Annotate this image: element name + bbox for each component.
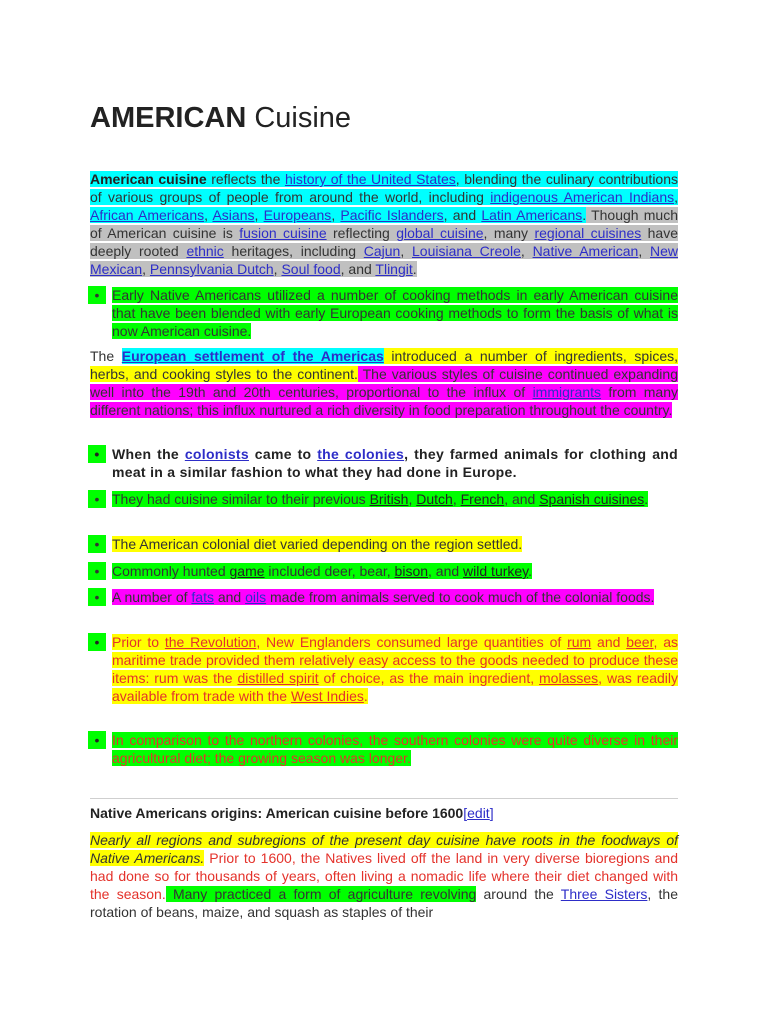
- link-native-american[interactable]: Native American: [532, 243, 639, 259]
- text-run: included deer, bear,: [264, 563, 395, 579]
- section-divider: [90, 798, 678, 799]
- list-item: [94, 731, 678, 767]
- text-run: ,: [520, 243, 533, 259]
- link-european-settlement[interactable]: European settlement of the Americas: [121, 348, 384, 364]
- link-british[interactable]: British: [369, 491, 409, 507]
- bold-term: American cuisine: [90, 171, 207, 187]
- link-immigrants[interactable]: immigrants: [532, 384, 602, 400]
- link-asians[interactable]: Asians: [212, 207, 255, 223]
- text-run: and: [213, 589, 246, 605]
- link-three-sisters[interactable]: Three Sisters: [560, 886, 648, 902]
- intro-paragraph: [90, 170, 678, 278]
- text-run: Many practiced a form of agriculture revolving: [165, 886, 477, 902]
- link-colonists[interactable]: colonists: [184, 446, 249, 462]
- link-pacific-islanders[interactable]: Pacific Islanders: [340, 207, 444, 223]
- list-item: [94, 562, 678, 580]
- link-the-colonies[interactable]: the colonies: [317, 446, 405, 462]
- bullet-icon: •: [88, 731, 106, 749]
- link-history[interactable]: history of the United States: [284, 171, 456, 187]
- text-run: .: [644, 491, 649, 507]
- link-beer[interactable]: beer: [626, 634, 654, 650]
- link-indigenous[interactable]: indigenous American Indians: [490, 189, 675, 205]
- text-run: Commonly hunted: [112, 563, 230, 579]
- text-run: ,: [674, 189, 678, 205]
- text-run: .: [412, 261, 417, 277]
- edit-bracket: [: [463, 805, 468, 821]
- link-global-cuisine[interactable]: global cuisine: [396, 225, 484, 241]
- text-run: ,: [408, 491, 417, 507]
- link-soul-food[interactable]: Soul food: [281, 261, 341, 277]
- list-item: [94, 445, 678, 481]
- text-run: The: [90, 348, 122, 364]
- link-french[interactable]: French: [460, 491, 505, 507]
- list-item: [94, 535, 678, 553]
- link-wild-turkey[interactable]: wild turkey: [463, 563, 529, 579]
- link-african-americans[interactable]: African Americans: [90, 207, 205, 223]
- text-run: from many different nations; this influx nurtured a rich diversity in food preparation throughout the country.: [90, 384, 679, 418]
- text-run: have deeply rooted: [90, 225, 678, 259]
- list-item: [94, 588, 678, 606]
- bullet-icon: •: [88, 562, 106, 580]
- bullet-icon: •: [88, 286, 106, 304]
- title-rest: Cuisine: [246, 102, 352, 134]
- text-run: Prior to: [112, 634, 165, 650]
- list-item-text: The American colonial diet varied depending on the region settled.: [112, 536, 523, 552]
- link-bison[interactable]: bison: [394, 563, 429, 579]
- link-spanish-cuisines[interactable]: Spanish cuisines: [539, 491, 645, 507]
- link-distilled-spirit[interactable]: distilled spirit: [237, 670, 319, 686]
- bullet-icon: •: [88, 535, 106, 553]
- section-heading: [90, 804, 494, 822]
- text-run: , New Englanders consumed large quantities of: [256, 634, 568, 650]
- text-run: ,: [452, 491, 461, 507]
- text-run: Though much of American cuisine is: [90, 207, 678, 241]
- text-run: A number of: [112, 589, 192, 605]
- text-run: ,: [142, 261, 150, 277]
- list-item-text: Early Native Americans utilized a number of cooking methods in early American cuisine that have been blended with early European cooking methods to form the basis of what is now American cuisine.: [112, 287, 678, 339]
- text-run: made from animals served to cook much of the colonial foods.: [266, 589, 655, 605]
- text-run: They had cuisine similar to their previous: [112, 491, 370, 507]
- text-run: The various styles of cuisine continued expanding well into the 19th and 20th centuries, proportional to the influx of: [90, 366, 678, 400]
- page-title: [90, 100, 351, 136]
- link-game[interactable]: game: [229, 563, 265, 579]
- italic-text: Nearly all regions and subregions of the present day cuisine have roots in the foodways of Native Americans.: [90, 832, 678, 866]
- link-europeans[interactable]: Europeans: [263, 207, 332, 223]
- link-tlingit[interactable]: Tlingit: [375, 261, 413, 277]
- text-run: , was readily available from trade with the: [112, 670, 679, 704]
- text-run: ,: [204, 207, 213, 223]
- text-run: , and: [428, 563, 464, 579]
- text-run: When the: [112, 446, 185, 462]
- bullet-icon: •: [88, 633, 106, 651]
- bullet-icon: •: [88, 490, 106, 508]
- list-item: [94, 286, 678, 340]
- text-run: Prior to 1600, the Natives lived off the land in very diverse bioregions and had done so for thousands of years, often living a nomadic life where their diet changed with the season.: [90, 850, 678, 902]
- text-run: came to: [248, 446, 318, 462]
- link-ethnic[interactable]: ethnic: [186, 243, 224, 259]
- link-oils[interactable]: oils: [245, 589, 267, 605]
- link-west-indies[interactable]: West Indies: [290, 688, 364, 704]
- link-louisiana-creole[interactable]: Louisiana Creole: [412, 243, 521, 259]
- text-run: , and: [443, 207, 482, 223]
- link-latin-americans[interactable]: Latin Americans: [481, 207, 583, 223]
- list-item: [94, 490, 678, 508]
- text-run: ,: [273, 261, 282, 277]
- text-run: .: [582, 207, 587, 223]
- bullet-icon: •: [88, 445, 106, 463]
- settlement-paragraph: [90, 347, 678, 419]
- text-run: ,: [254, 207, 264, 223]
- list-item: [94, 633, 679, 705]
- text-run: introduced a number of ingredients, spices, herbs, and cooking styles to the continent.: [90, 348, 678, 382]
- native-americans-paragraph: [90, 831, 678, 921]
- link-cajun[interactable]: Cajun: [363, 243, 401, 259]
- text-run: .: [363, 688, 368, 704]
- link-new-mexican[interactable]: New Mexican: [90, 243, 679, 277]
- text-run: , and: [340, 261, 376, 277]
- text-run: ,: [638, 243, 650, 259]
- link-fats[interactable]: fats: [191, 589, 214, 605]
- link-molasses[interactable]: molasses: [539, 670, 599, 686]
- title-caps: AMERICAN: [90, 102, 247, 134]
- text-run: and: [591, 634, 627, 650]
- text-run: , many: [483, 225, 535, 241]
- text-run: ,: [331, 207, 341, 223]
- text-run: , the rotation of beans, maize, and squash as staples of their: [90, 886, 678, 920]
- text-run: , and: [504, 491, 540, 507]
- text-run: heritages, including: [223, 243, 364, 259]
- text-run: , blending the culinary contributions of various groups of people from around the world, including: [90, 171, 679, 205]
- link-fusion-cuisine[interactable]: fusion cuisine: [239, 225, 327, 241]
- link-rum[interactable]: rum: [567, 634, 592, 650]
- text-run: reflects the: [206, 171, 285, 187]
- edit-bracket: ]: [489, 805, 494, 821]
- section-heading-text: Native Americans origins: American cuisine before 1600: [90, 805, 464, 821]
- link-pennsylvania-dutch[interactable]: Pennsylvania Dutch: [149, 261, 274, 277]
- bullet-icon: •: [88, 588, 106, 606]
- link-the-revolution[interactable]: the Revolution: [164, 634, 257, 650]
- text-run: ,: [400, 243, 412, 259]
- text-run: reflecting: [326, 225, 397, 241]
- link-dutch[interactable]: Dutch: [416, 491, 453, 507]
- list-item-text: In comparison to the northern colonies, the southern colonies were quite diverse in their agricultural diet; the growing season was longer.: [112, 732, 678, 766]
- text-run: around the: [476, 886, 561, 902]
- text-run: .: [528, 563, 533, 579]
- link-regional-cuisines[interactable]: regional cuisines: [534, 225, 642, 241]
- text-run: of choice, as the main ingredient,: [318, 670, 540, 686]
- edit-link[interactable]: edit: [467, 805, 490, 821]
- text-run: , as maritime trade provided them relatively easy access to the goods needed to produce these items: rum was the: [112, 634, 678, 686]
- text-run: , they farmed animals for clothing and meat in a similar fashion to what they had done in Europe.: [112, 446, 678, 480]
